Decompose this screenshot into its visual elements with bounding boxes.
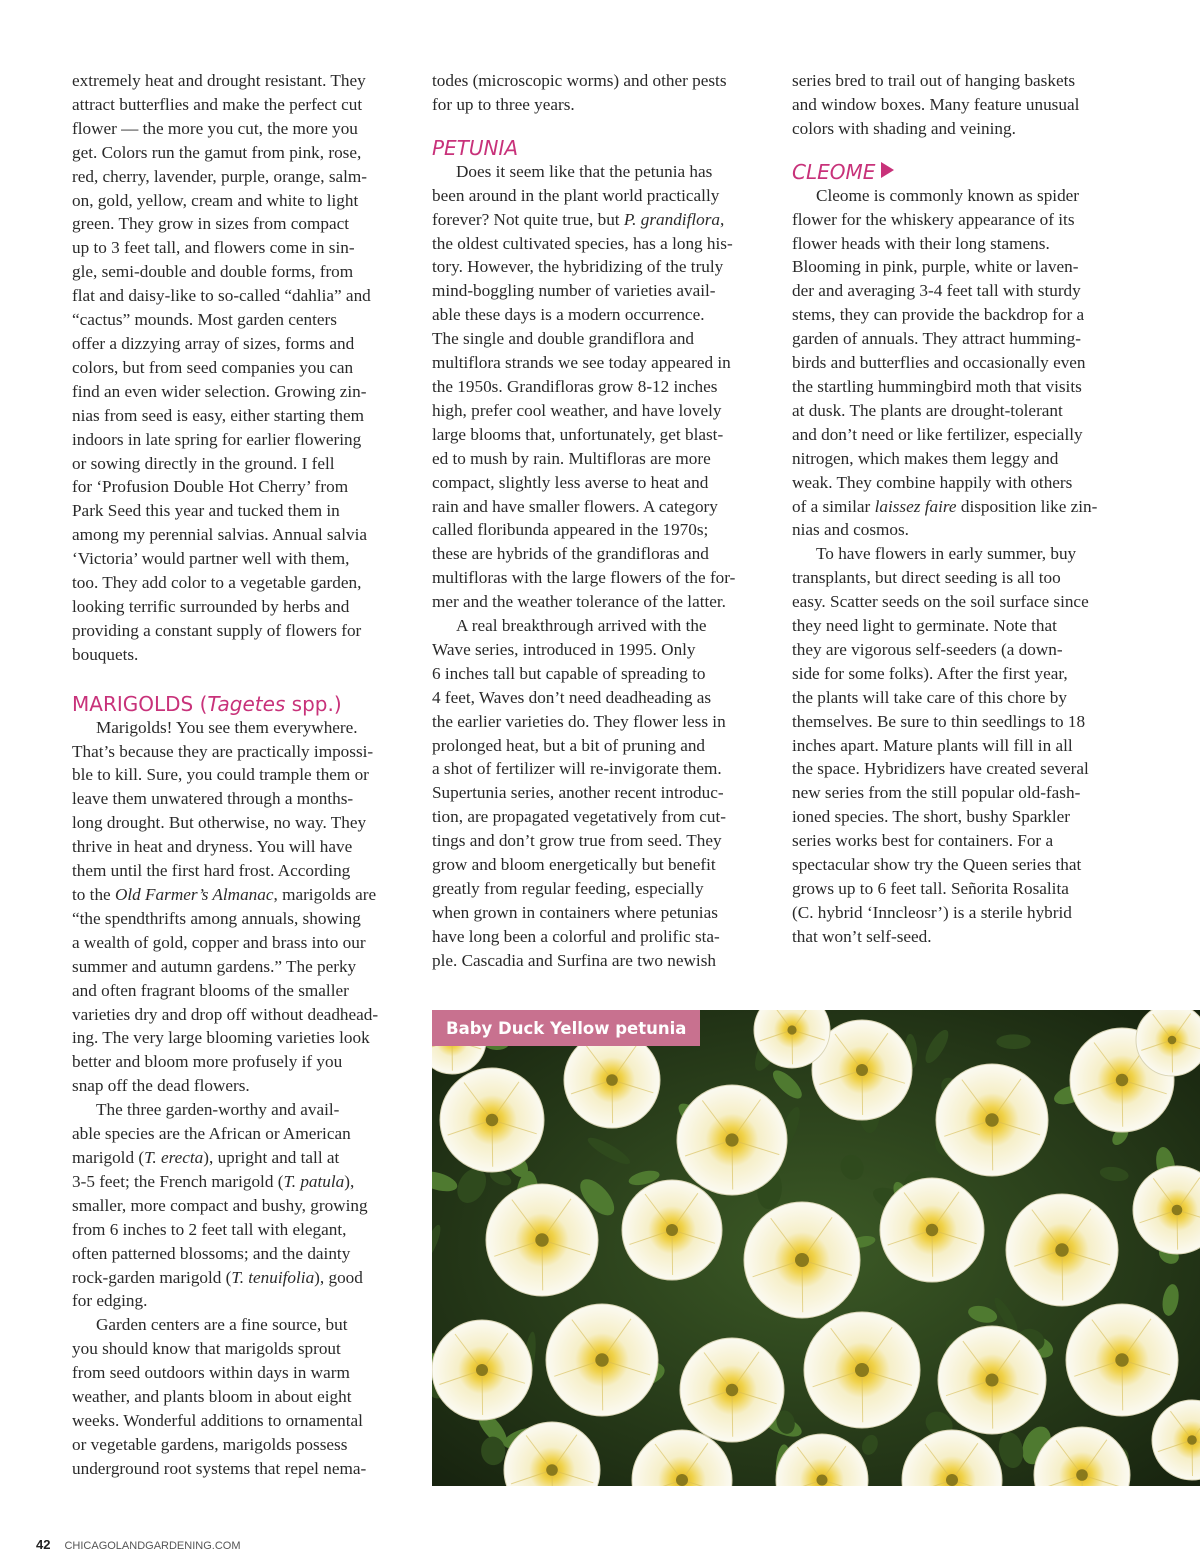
text-line: or vegetable gardens, marigolds possess (72, 1434, 348, 1454)
text-line: Supertunia series, another recent introduc- (432, 783, 724, 803)
text-line: grow and bloom energetically but benefit (432, 855, 716, 875)
text-line: better and bloom more profusely if you (72, 1052, 343, 1072)
photo-caption: Baby Duck Yellow petunia (432, 1010, 700, 1046)
text-line: when grown in containers where petunias (432, 902, 718, 922)
text-line: nitrogen, which makes them leggy and (792, 448, 1059, 468)
petunia-paragraph-2 (432, 614, 772, 973)
text-line: flower — the more you cut, the more you (72, 118, 358, 138)
petunia-bloom (564, 1032, 660, 1128)
text-line: and don’t need or like fertilizer, especially (792, 424, 1083, 444)
page-footer (36, 1537, 241, 1552)
text-line: snap off the dead flowers. (72, 1076, 250, 1096)
text-line: them until the first hard frost. According (72, 861, 351, 881)
text-line: ple. Cascadia and Surfina are two newish (432, 950, 716, 970)
text-line: ioned species. The short, bushy Sparkler (792, 807, 1070, 827)
text-line: mer and the weather tolerance of the latter. (432, 592, 726, 612)
text-line: Marigolds! You see them everywhere. (96, 717, 358, 737)
petunia-bloom (486, 1184, 598, 1296)
text-line: A real breakthrough arrived with the (456, 616, 707, 636)
text-line: looking terrific surrounded by herbs and (72, 596, 350, 616)
text-line: have long been a colorful and prolific sta- (432, 926, 720, 946)
text-line: indoors in late spring for earlier flowering (72, 429, 362, 449)
text-line: extremely heat and drought resistant. They (72, 71, 366, 90)
text-line: “the spendthrifts among annuals, showing (72, 908, 361, 928)
petunia-bloom (938, 1326, 1046, 1434)
text-line: large blooms that, unfortunately, get blast- (432, 424, 724, 444)
text-line: transplants, but direct seeding is all too (792, 568, 1061, 588)
text-line: been around in the plant world practically (432, 185, 720, 205)
zinnia-continued-paragraph (72, 69, 412, 667)
petunia-bloom (680, 1338, 784, 1442)
text-line: or sowing directly in the ground. I fell (72, 453, 335, 473)
petunia-bloom (744, 1202, 860, 1318)
text-line: multiflora strands we see today appeared in (432, 353, 731, 373)
text-line: red, cherry, lavender, purple, orange, salm- (72, 166, 368, 186)
petunia-photo (432, 1010, 1200, 1486)
marigolds-paragraph-1 (72, 716, 412, 1099)
text-line: todes (microscopic worms) and other pests (432, 71, 727, 90)
text-line: green. They grow in sizes from compact (72, 214, 349, 234)
text-line: 6 inches tall but capable of spreading to (432, 663, 706, 683)
petunia-bloom (432, 1320, 532, 1420)
text-line: find an even wider selection. Growing zin- (72, 381, 367, 401)
text-line: a shot of fertilizer will re-invigorate them. (432, 759, 722, 779)
text-line: long drought. But otherwise, no way. They (72, 813, 367, 833)
petunia-bloom (622, 1180, 722, 1280)
text-line: weak. They combine happily with others (792, 472, 1073, 492)
cleome-paragraph-1 (792, 184, 1132, 543)
text-line: the space. Hybridizers have created several (792, 759, 1089, 779)
text-line: stems, they can provide the backdrop for a (792, 305, 1085, 325)
text-line: gle, semi-double and double forms, from (72, 262, 354, 282)
text-line: Garden centers are a fine source, but (96, 1315, 348, 1335)
text-line: weather, and plants bloom in about eight (72, 1387, 352, 1407)
text-line: for up to three years. (432, 94, 575, 114)
text-line: flower heads with their long stamens. (792, 233, 1050, 253)
text-line: the oldest cultivated species, has a long his- (432, 233, 733, 253)
column-2 (432, 69, 772, 973)
text-line: on, gold, yellow, cream and white to light (72, 190, 359, 210)
text-line: flat and daisy-like to so-called “dahlia” and (72, 286, 371, 306)
text-line: series bred to trail out of hanging baskets (792, 71, 1076, 90)
text-line: high, prefer cool weather, and have lovely (432, 400, 722, 420)
text-line: nias and cosmos. (792, 520, 909, 540)
leaf-shape (996, 1034, 1030, 1049)
text-line: they are vigorous self-seeders (a down- (792, 639, 1063, 659)
site-name: CHICAGOLANDGARDENING.COM (64, 1540, 241, 1552)
text-line: summer and autumn gardens.” The perky (72, 956, 357, 976)
laissez-faire-line: of a similar laissez faire disposition like zin- (792, 496, 1098, 516)
text-line: a wealth of gold, copper and brass into our (72, 932, 366, 952)
text-line: the plants will take care of this chore by (792, 687, 1067, 707)
text-line: at dusk. The plants are drought-tolerant (792, 400, 1063, 420)
text-line: bouquets. (72, 644, 139, 664)
petunia-heading: PETUNIA (432, 135, 519, 160)
text-line: series works best for containers. For a (792, 831, 1054, 851)
text-line: easy. Scatter seeds on the soil surface since (792, 592, 1089, 612)
text-line: nias from seed is easy, either starting them (72, 405, 364, 425)
text-line: ed to mush by rain. Multifloras are more (432, 448, 711, 468)
text-line: rain and have smaller flowers. A category (432, 496, 718, 516)
play-triangle-icon (881, 162, 894, 178)
almanac-line: to the Old Farmer’s Almanac, marigolds are (72, 885, 377, 904)
text-line: thrive in heat and dryness. You will have (72, 837, 353, 857)
text-line: for ‘Profusion Double Hot Cherry’ from (72, 477, 349, 497)
petunia-bloom (880, 1178, 984, 1282)
text-line: That’s because they are practically impossi- (72, 741, 374, 761)
column-3 (792, 69, 1132, 949)
text-line: the 1950s. Grandifloras grow 8-12 inches (432, 376, 718, 396)
text-line: greatly from regular feeding, especially (432, 879, 704, 898)
text-line: compact, slightly less averse to heat and (432, 472, 709, 492)
text-line: colors, but from seed companies you can (72, 357, 354, 377)
text-line: birds and butterflies and occasionally even (792, 353, 1086, 373)
text-line: Does it seem like that the petunia has (456, 161, 713, 181)
petunia-bloom (440, 1068, 544, 1172)
text-line: flower for the whiskery appearance of its (792, 209, 1075, 229)
text-line: “cactus” mounds. Most garden centers (72, 310, 337, 330)
text-line: new series from the still popular old-fash- (792, 783, 1081, 803)
grandiflora-line: forever? Not quite true, but P. grandiflora, (432, 209, 725, 229)
text-line: from seed outdoors within days in warm (72, 1363, 350, 1383)
text-line: tion, are propagated vegetatively from cut- (432, 807, 726, 827)
text-line: Cleome is commonly known as spider (816, 185, 1080, 205)
column-1 (72, 69, 412, 1481)
text-line: too. They add color to a vegetable garden, (72, 573, 362, 593)
marigolds-continued-paragraph (432, 69, 772, 117)
petunia-continued-paragraph (792, 69, 1132, 141)
text-line: varieties dry and drop off without deadhead- (72, 1004, 379, 1024)
text-line: attract butterflies and make the perfect cut (72, 94, 363, 114)
text-line: weeks. Wonderful additions to ornamental (72, 1410, 363, 1430)
petunia-bloom (804, 1312, 920, 1428)
marigolds-paragraph-2: The three garden-worthy and avail- able species are the African or American marigold (T. erecta), upright and tall at 3-5 feet; the French marigold (T. patula), smaller, more compact and bushy, growing from 6 inches to 2 feet tall with elegant, often patterned blossoms; and the dainty rock-garden marigold (T. tenuifolia), good for edging. (72, 1100, 368, 1311)
text-line: 4 feet, Waves don’t need deadheading as (432, 687, 712, 707)
text-line: providing a constant supply of flowers for (72, 620, 362, 640)
text-line: among my perennial salvias. Annual salvia (72, 525, 367, 545)
text-line: ing. The very large blooming varieties look (72, 1028, 370, 1048)
text-line: up to 3 feet tall, and flowers come in sin- (72, 238, 355, 258)
text-line: mind-boggling number of varieties avail- (432, 281, 716, 301)
text-line: tings and don’t grow true from seed. They (432, 831, 722, 851)
petunia-bloom (936, 1064, 1048, 1176)
text-line: these are hybrids of the grandifloras and (432, 544, 709, 564)
cleome-heading: CLEOME (792, 160, 1132, 184)
text-line: The single and double grandiflora and (432, 329, 695, 349)
text-line: leave them unwatered through a months- (72, 789, 354, 809)
petunia-bloom (677, 1085, 787, 1195)
text-line: Wave series, introduced in 1995. Only (432, 639, 696, 659)
text-line: ‘Victoria’ would partner well with them, (72, 549, 350, 569)
petunia-paragraph-1 (432, 160, 772, 614)
text-line: able these days is a modern occurrence. (432, 305, 705, 325)
text-line: you should know that marigolds sprout (72, 1339, 341, 1359)
text-line: that won’t self-seed. (792, 926, 932, 946)
text-line: (C. hybrid ‘Inncleosr’) is a sterile hybrid (792, 902, 1072, 922)
text-line: called floribunda appeared in the 1970s; (432, 520, 709, 540)
marigolds-heading: MARIGOLDS (Tagetes spp.) (72, 691, 342, 716)
text-line: prolonged heat, but a bit of pruning and (432, 735, 706, 755)
text-line: underground root systems that repel nema- (72, 1458, 367, 1478)
text-line: Blooming in pink, purple, white or laven- (792, 257, 1079, 277)
text-line: Park Seed this year and tucked them in (72, 501, 340, 521)
text-line: garden of annuals. They attract humming- (792, 329, 1081, 349)
text-line: get. Colors run the gamut from pink, rose, (72, 142, 362, 162)
text-line: and often fragrant blooms of the smaller (72, 980, 349, 1000)
text-line: grows up to 6 feet tall. Señorita Rosalita (792, 879, 1069, 898)
text-line: the earlier varieties do. They flower less in (432, 711, 726, 731)
petunia-bloom (1066, 1304, 1178, 1416)
text-line: the startling hummingbird moth that visits (792, 376, 1082, 396)
petunia-bloom (1006, 1194, 1118, 1306)
text-line: offer a dizzying array of sizes, forms and (72, 333, 355, 353)
text-line: spectacular show try the Queen series that (792, 855, 1082, 875)
text-line: colors with shading and veining. (792, 118, 1016, 138)
page-number: 42 (36, 1537, 51, 1552)
text-line: they need light to germinate. Note that (792, 616, 1057, 636)
text-line: To have flowers in early summer, buy (816, 544, 1077, 564)
text-line: and window boxes. Many feature unusual (792, 94, 1080, 114)
text-line: tory. However, the hybridizing of the truly (432, 257, 724, 277)
cleome-paragraph-2 (792, 542, 1132, 948)
petunia-flowers-image (432, 1010, 1200, 1486)
text-line: themselves. Be sure to thin seedlings to 18 (792, 711, 1086, 731)
text-line: der and averaging 3-4 feet tall with sturdy (792, 281, 1081, 301)
text-line: multifloras with the large flowers of the for- (432, 568, 736, 588)
text-line: inches apart. Mature plants will fill in all (792, 735, 1073, 755)
petunia-bloom (546, 1304, 658, 1416)
text-line: ble to kill. Sure, you could trample them or (72, 765, 369, 785)
text-line: side for some folks). After the first year, (792, 663, 1068, 683)
marigolds-paragraph-3 (72, 1313, 412, 1480)
